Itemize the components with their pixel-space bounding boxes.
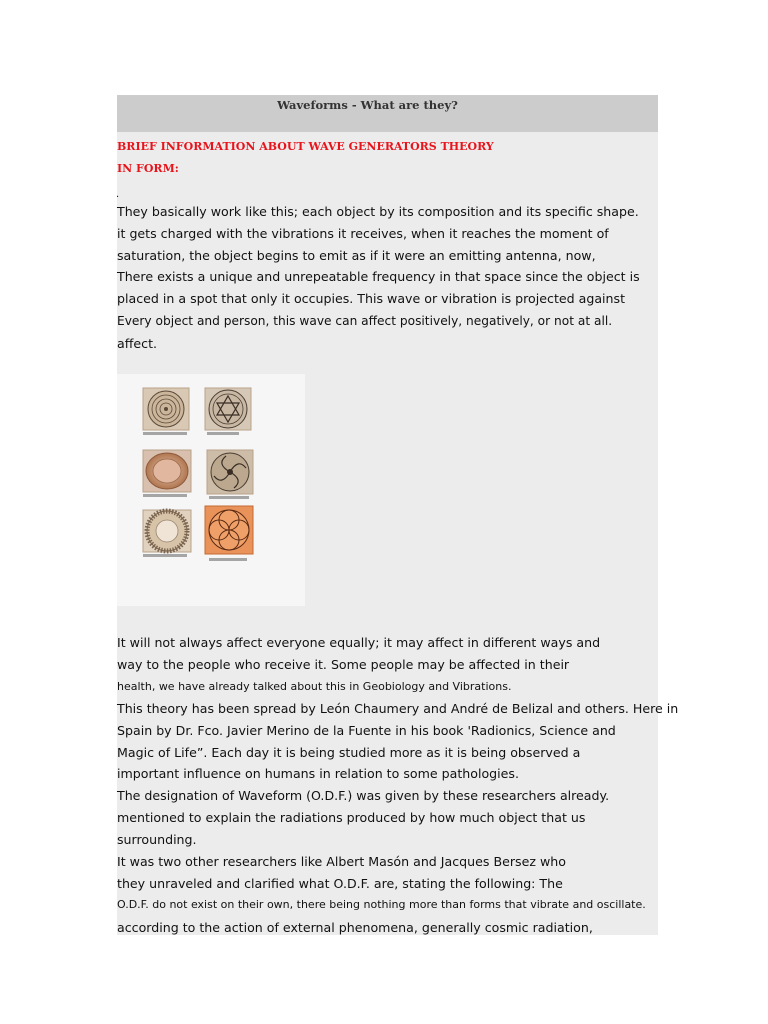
- paragraph-2-line: O.D.F. do not exist on their own, there being nothing more than forms that vibrate and oscillate.: [117, 898, 646, 911]
- paragraph-1-line: They basically work like this; each object by its composition and its specific shape.: [117, 204, 639, 219]
- paragraph-2-line: according to the action of external phenomena, generally cosmic radiation,: [117, 920, 593, 935]
- waveform-generators-illustration: [117, 374, 305, 606]
- paragraph-1-line: There exists a unique and unrepeatable frequency in that space since the object is: [117, 269, 640, 284]
- paragraph-2-line: It will not always affect everyone equally; it may affect in different ways and: [117, 635, 601, 650]
- paragraph-1-line: placed in a spot that only it occupies. This wave or vibration is projected against: [117, 291, 626, 306]
- paragraph-2-line: way to the people who receive it. Some people may be affected in their: [117, 657, 570, 672]
- paragraph-2-line: The designation of Waveform (O.D.F.) was given by these researchers already.: [117, 788, 610, 803]
- paragraph-1-line: it gets charged with the vibrations it receives, when it reaches the moment of: [117, 226, 609, 241]
- swirl-disc-icon: [207, 450, 253, 494]
- rayed-disc-icon: [143, 510, 191, 552]
- section-heading-line-1: BRIEF INFORMATION ABOUT WAVE GENERATORS THEORY: [117, 140, 494, 153]
- paragraph-2-line: they unraveled and clarified what O.D.F. are, stating the following: The: [117, 876, 563, 891]
- star-disc-icon: [205, 388, 251, 430]
- paragraph-2-line: This theory has been spread by León Chaumery and André de Belizal and others. Here in: [117, 701, 679, 716]
- stray-dot: .: [116, 189, 120, 200]
- waveform-generators-figure: [117, 374, 305, 606]
- ring-disc-icon: [143, 450, 191, 492]
- document-title: Waveforms - What are they?: [277, 98, 458, 112]
- paragraph-1-line: affect.: [117, 336, 158, 351]
- paragraph-2-line: health, we have already talked about this in Geobiology and Vibrations.: [117, 680, 512, 693]
- paragraph-2-line: Spain by Dr. Fco. Javier Merino de la Fuente in his book 'Radionics, Science and: [117, 723, 616, 738]
- paragraph-2-line: mentioned to explain the radiations produced by how much object that us: [117, 810, 586, 825]
- paragraph-2-line: Magic of Life”. Each day it is being studied more as it is being observed a: [117, 745, 581, 760]
- paragraph-1-line: Every object and person, this wave can affect positively, negatively, or not at all.: [117, 314, 613, 328]
- rosette-disc-icon: [205, 506, 253, 554]
- section-heading-line-2: IN FORM:: [117, 162, 179, 175]
- paragraph-2-line: surrounding.: [117, 832, 197, 847]
- paragraph-1-line: saturation, the object begins to emit as if it were an emitting antenna, now,: [117, 248, 596, 263]
- paragraph-2-line: It was two other researchers like Albert Masón and Jacques Bersez who: [117, 854, 566, 869]
- spiral-disc-icon: [143, 388, 189, 430]
- paragraph-2-line: important influence on humans in relation to some pathologies.: [117, 766, 519, 781]
